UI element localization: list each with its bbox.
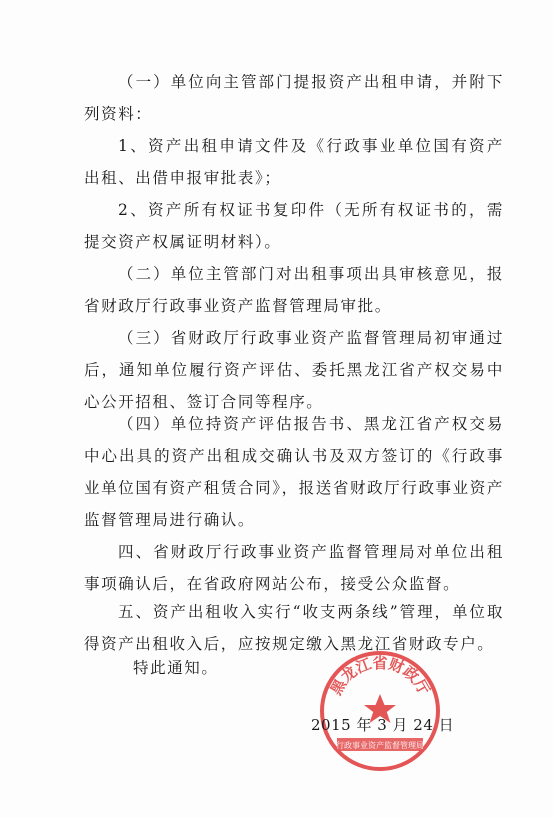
paragraph-8: 五、资产出租收入实行“收支两条线”管理，单位取得资产出租收入后，应按规定缴入黑龙江省财政专户。 xyxy=(84,603,504,653)
paragraph-5: （三）省财政厅行政事业资产监督管理局初审通过后，通知单位履行资产评估、委托黑龙江省产权交易中心公开招租、签订合同等程序。 xyxy=(84,329,504,411)
paragraph-6: （四）单位持资产评估报告书、黑龙江省产权交易中心出具的资产出租成交确认书及双方签订的《行政事业单位国有资产租赁合同》，报送省财政厅行政事业资产监督管理局进行确认。 xyxy=(84,415,504,529)
seal-text: 黑龙江省财政厅 xyxy=(326,654,434,699)
paragraph-3: 2、资产所有权证书复印件（无所有权证书的，需提交资产权属证明材料）。 xyxy=(84,201,504,251)
paragraph-2: 1、资产出租申请文件及《行政事业单位国有资产出租、出借申报审批表》； xyxy=(84,137,504,187)
paragraph-1: （一）单位向主管部门提报资产出租申请，并附下列资料： xyxy=(84,73,504,123)
official-seal xyxy=(317,648,443,774)
paragraph-4: （二）单位主管部门对出租事项出具审核意见，报省财政厅行政事业资产监督管理局审批。 xyxy=(84,265,504,315)
closing-line: 特此通知。 xyxy=(133,659,219,677)
document-date: 2015 年 3 月 24 日 xyxy=(311,716,455,734)
paragraph-7: 四、省财政厅行政事业资产监督管理局对单位出租事项确认后，在省政府网站公布，接受公众监督。 xyxy=(84,543,504,593)
seal-subtext: 行政事业资产监督管理局 xyxy=(336,741,424,750)
